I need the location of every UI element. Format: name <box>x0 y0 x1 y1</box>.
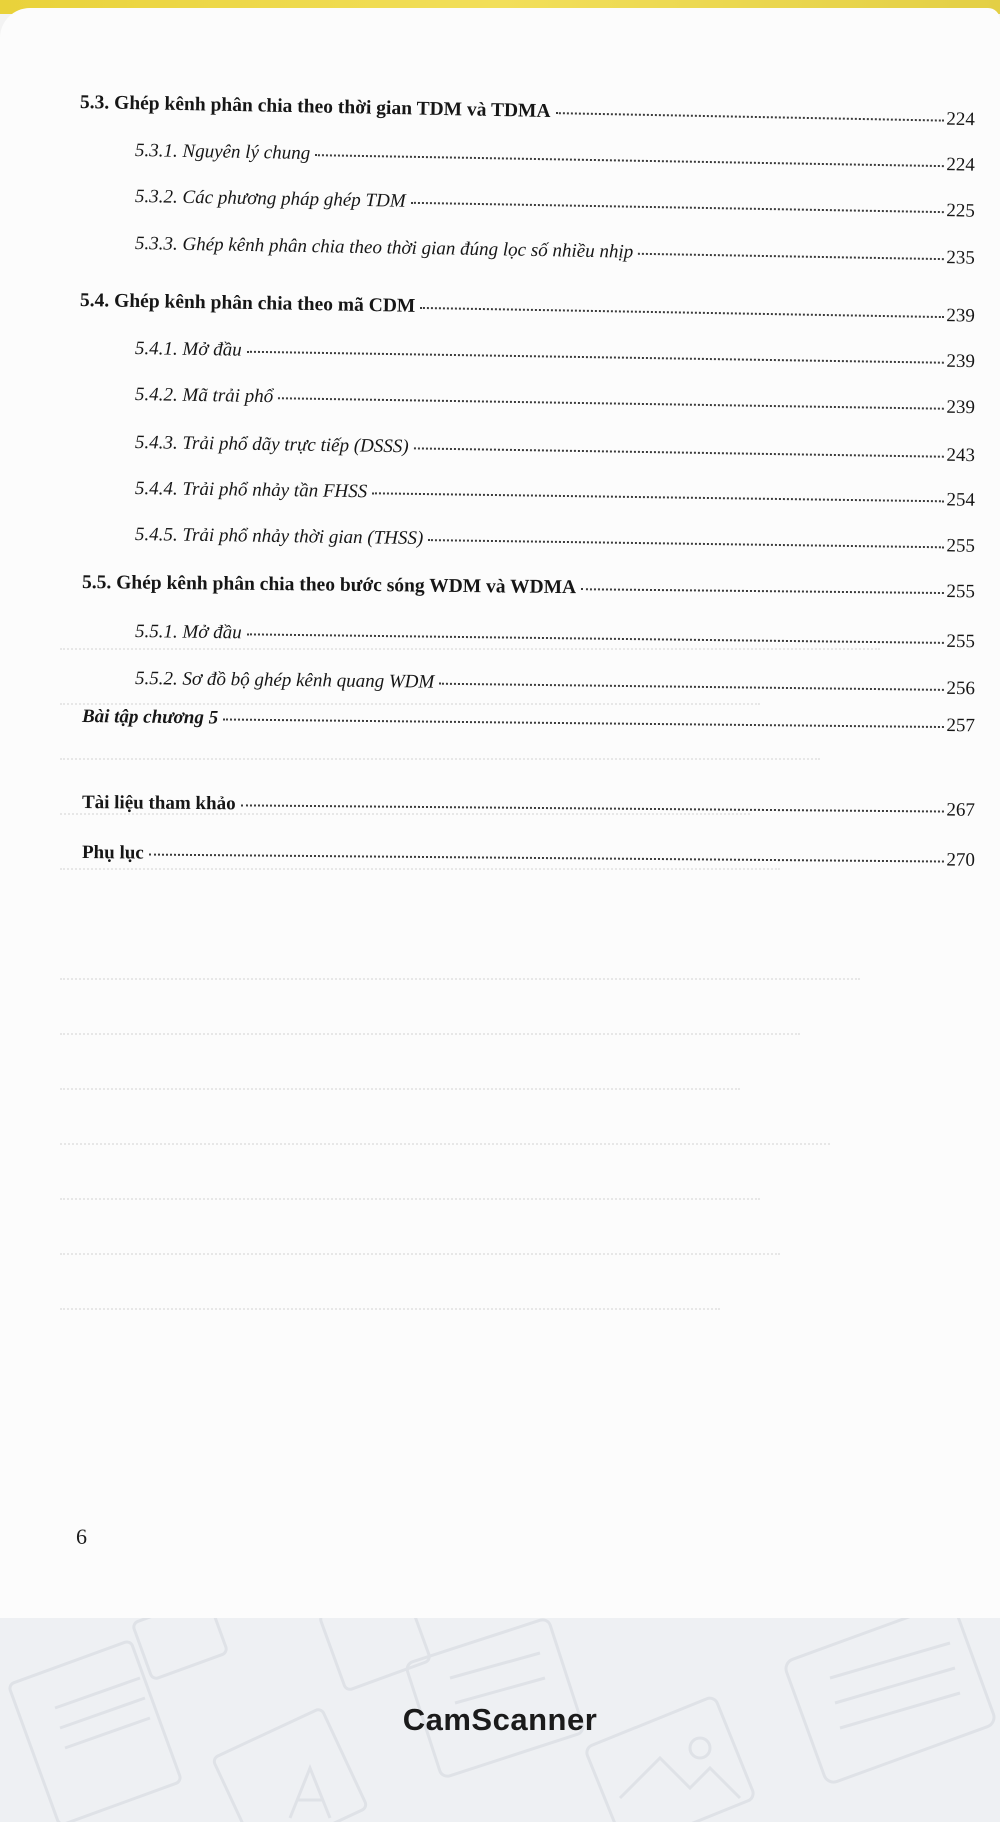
dot-leader <box>223 718 943 728</box>
toc-entry-5-4-1[interactable] <box>135 338 975 373</box>
toc-entry-page: 239 <box>946 396 976 419</box>
toc-entry-label: 5.5. Ghép kênh phân chia theo bước sóng WDM và WDMA <box>81 572 577 599</box>
toc-entry-label: 5.4.2. Mã trải phổ <box>134 384 274 408</box>
dot-leader <box>241 804 944 812</box>
dot-leader <box>414 447 944 457</box>
dot-leader <box>638 253 943 260</box>
toc-entry-page: 256 <box>946 677 976 700</box>
dot-leader <box>247 633 944 644</box>
dot-leader <box>278 397 943 409</box>
toc-entry-label: Bài tập chương 5 <box>81 706 219 729</box>
dot-leader <box>149 854 944 863</box>
toc-entry-page: 255 <box>946 581 976 603</box>
toc-entry-page: 255 <box>946 535 976 557</box>
toc-entry-page: 255 <box>946 630 976 653</box>
toc-entry-label: 5.4.3. Trải phổ dãy trực tiếp (DSSS) <box>134 432 409 458</box>
toc-entry-5-4-5[interactable] <box>135 524 975 558</box>
dot-leader <box>555 112 943 121</box>
toc-entry-label: 5.3. Ghép kênh phân chia theo thời gian TDM và TDMA <box>79 92 551 123</box>
toc-entry-5-4-3[interactable] <box>135 432 975 467</box>
dot-leader <box>428 539 943 548</box>
toc-entry-5-4-4[interactable] <box>135 478 975 512</box>
toc-entry-5-3-2[interactable] <box>135 186 975 223</box>
toc-entry-5-4[interactable] <box>80 290 975 328</box>
dot-leader <box>439 683 943 691</box>
toc-entry-page: 270 <box>946 849 976 871</box>
toc-entry-label: 5.4. Ghép kênh phân chia theo mã CDM <box>79 290 416 317</box>
toc-entry-page: 257 <box>946 715 976 737</box>
dot-leader <box>581 588 943 594</box>
dot-leader <box>247 351 944 364</box>
toc-entry-label: 5.4.1. Mở đầu <box>134 338 242 361</box>
toc-entry-5-3-1[interactable] <box>135 140 975 177</box>
toc-entry-label: 5.3.2. Các phương pháp ghép TDM <box>134 186 406 212</box>
toc-entry-page: 243 <box>946 444 976 467</box>
toc-entry-5-3-3[interactable] <box>135 233 975 270</box>
toc-entry-label: 5.4.5. Trải phổ nhảy thời gian (THSS) <box>134 524 424 550</box>
camscanner-watermark: CamScanner <box>402 1702 598 1737</box>
page-number: 6 <box>76 1524 87 1549</box>
toc-entry-5-5-1[interactable] <box>135 621 975 653</box>
scanned-page <box>0 8 1000 1618</box>
toc-entry-page: 225 <box>946 200 976 222</box>
toc-entry-page: 254 <box>946 489 976 511</box>
toc-entry-page: 267 <box>946 799 976 821</box>
toc-entry-label: 5.5.1. Mở đầu <box>134 621 242 644</box>
dot-leader <box>315 154 943 167</box>
toc-entry-exercises[interactable] <box>82 706 975 737</box>
toc-entry-label: Phụ lục <box>81 842 144 864</box>
toc-entry-page: 239 <box>946 305 976 327</box>
toc-entry-label: 5.3.3. Ghép kênh phân chia theo thời gian đúng lọc số nhiều nhịp <box>134 233 634 263</box>
toc-entry-page: 239 <box>946 350 976 373</box>
dot-leader <box>372 492 943 502</box>
dot-leader <box>420 307 943 318</box>
toc-entry-5-5-2[interactable] <box>135 668 975 700</box>
dot-leader <box>411 202 944 213</box>
table-of-contents <box>0 8 1000 1008</box>
toc-entry-page: 224 <box>946 108 976 131</box>
scanner-footer <box>0 1618 1000 1822</box>
toc-entry-5-3[interactable] <box>80 92 975 131</box>
toc-entry-label: Tài liệu tham khảo <box>81 792 236 815</box>
toc-entry-page: 224 <box>946 154 976 176</box>
toc-entry-references[interactable] <box>82 792 975 822</box>
toc-entry-5-4-2[interactable] <box>135 384 975 419</box>
toc-entry-label: 5.4.4. Trải phổ nhảy tần FHSS <box>134 478 368 503</box>
toc-entry-appendix[interactable] <box>82 842 975 872</box>
toc-entry-5-5[interactable] <box>82 572 975 603</box>
toc-entry-page: 235 <box>946 247 976 269</box>
toc-entry-label: 5.3.1. Nguyên lý chung <box>134 140 311 165</box>
toc-entry-label: 5.5.2. Sơ đồ bộ ghép kênh quang WDM <box>134 668 435 693</box>
